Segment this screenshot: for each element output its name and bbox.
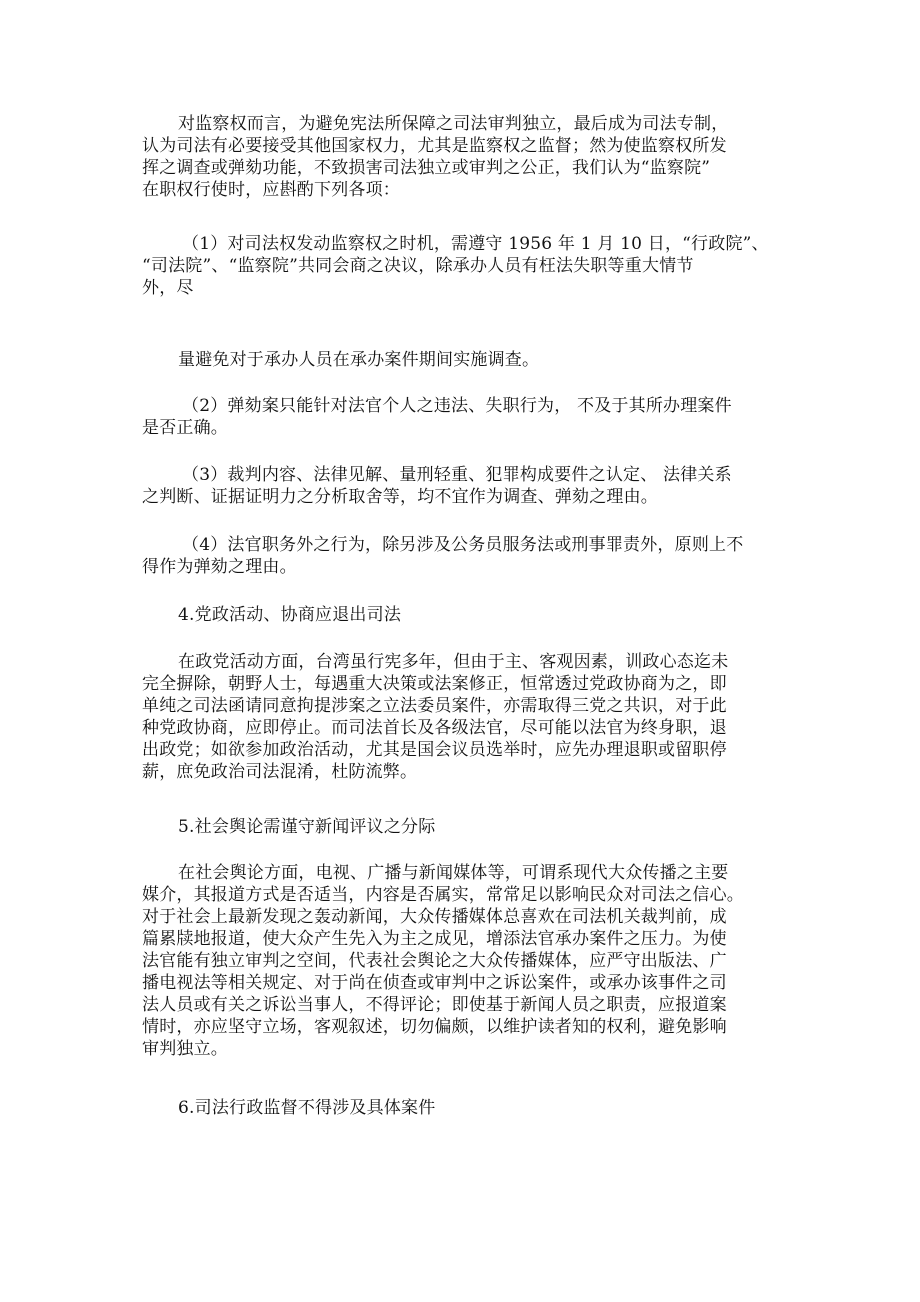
text-line: （1）对司法权发动监察权之时机，需遵守 1956 年 1 月 10 日，“行政院”、 [182, 234, 769, 254]
text-line: 单纯之司法函请同意拘提涉案之立法委员案件，亦需取得三党之共识，对于此 [142, 696, 727, 716]
text-line: 认为司法有必要接受其他国家权力，尤其是监察权之监督；然为使监察权所发 [142, 136, 727, 156]
text-line: （2）弹劾案只能针对法官个人之违法、失职行为， 不及于其所办理案件 [182, 396, 732, 416]
text-line: 在社会舆论方面，电视、广播与新闻媒体等，可谓系现代大众传播之主要 [178, 863, 729, 883]
paragraph-item-2 [142, 395, 790, 439]
paragraph-public-opinion [142, 862, 790, 1060]
section-title: 6.司法行政监督不得涉及具体案件 [178, 1098, 436, 1118]
section-heading-4 [142, 604, 790, 626]
text-line: 是否正确。 [142, 418, 228, 438]
text-line: 在政党活动方面，台湾虽行宪多年，但由于主、客观因素，训政心态迄未 [178, 652, 729, 672]
text-line: 媒介，其报道方式是否适当，内容是否属实，常常足以影响民众对司法之信心。 [142, 885, 744, 905]
paragraph-party-activities [142, 651, 790, 783]
text-line: 得作为弹劾之理由。 [142, 557, 297, 577]
section-heading-5 [142, 816, 790, 838]
text-line: 种党政协商，应即停止。而司法首长及各级法官，尽可能以法官为终身职，退 [142, 718, 727, 738]
text-line: 播电视法等相关规定、对于尚在侦查或审判中之诉讼案件，或承办该事件之司 [142, 973, 727, 993]
section-heading-6 [142, 1097, 790, 1119]
text-line: 挥之调查或弹劾功能，不致损害司法独立或审判之公正，我们认为“监察院” [142, 158, 711, 178]
text-line: 在职权行使时，应斟酌下列各项： [142, 180, 400, 200]
text-line: 篇累牍地报道，使大众产生先入为主之成见，增添法官承办案件之压力。为使 [142, 929, 727, 949]
paragraph-item-1-continued [142, 349, 790, 371]
paragraph-item-1 [142, 233, 790, 299]
text-line: 量避免对于承办人员在承办案件期间实施调查。 [178, 350, 540, 370]
section-title: 5.社会舆论需谨守新闻评议之分际 [178, 817, 436, 837]
text-line: 对于社会上最新发现之轰动新闻，大众传播媒体总喜欢在司法机关裁判前，成 [142, 907, 727, 927]
text-line: 对监察权而言，为避免宪法所保障之司法审判独立，最后成为司法专制， [178, 114, 729, 134]
text-line: 薪，庶免政治司法混淆，杜防流弊。 [142, 762, 418, 782]
text-line: “司法院”、“监察院”共同会商之决议，除承办人员有枉法失职等重大情节 [142, 256, 694, 276]
text-line: 出政党；如欲参加政治活动，尤其是国会议员选举时，应先办理退职或留职停 [142, 740, 727, 760]
paragraph-supervision-intro [142, 113, 790, 201]
text-line: 完全摒除，朝野人士，每遇重大决策或法案修正，恒常透过党政协商为之，即 [142, 674, 727, 694]
text-line: 外，尽 [142, 278, 194, 298]
text-line: 之判断、证据证明力之分析取舍等，均不宜作为调查、弹劾之理由。 [142, 487, 658, 507]
text-line: 法人员或有关之诉讼当事人，不得评论；即使基于新闻人员之职责，应报道案 [142, 995, 727, 1015]
text-line: 法官能有独立审判之空间，代表社会舆论之大众传播媒体，应严守出版法、广 [142, 951, 727, 971]
text-line: （4）法官职务外之行为，除另涉及公务员服务法或刑事罪责外，原则上不 [182, 535, 744, 555]
paragraph-item-4 [142, 534, 790, 578]
paragraph-item-3 [142, 464, 790, 508]
text-line: 情时，亦应坚守立场，客观叙述，切勿偏颇，以维护读者知的权利，避免影响 [142, 1017, 727, 1037]
section-title: 4.党政活动、协商应退出司法 [178, 605, 402, 625]
text-line: 审判独立。 [142, 1039, 228, 1059]
text-line: （3）裁判内容、法律见解、量刑轻重、犯罪构成要件之认定、 法律关系 [182, 465, 732, 485]
